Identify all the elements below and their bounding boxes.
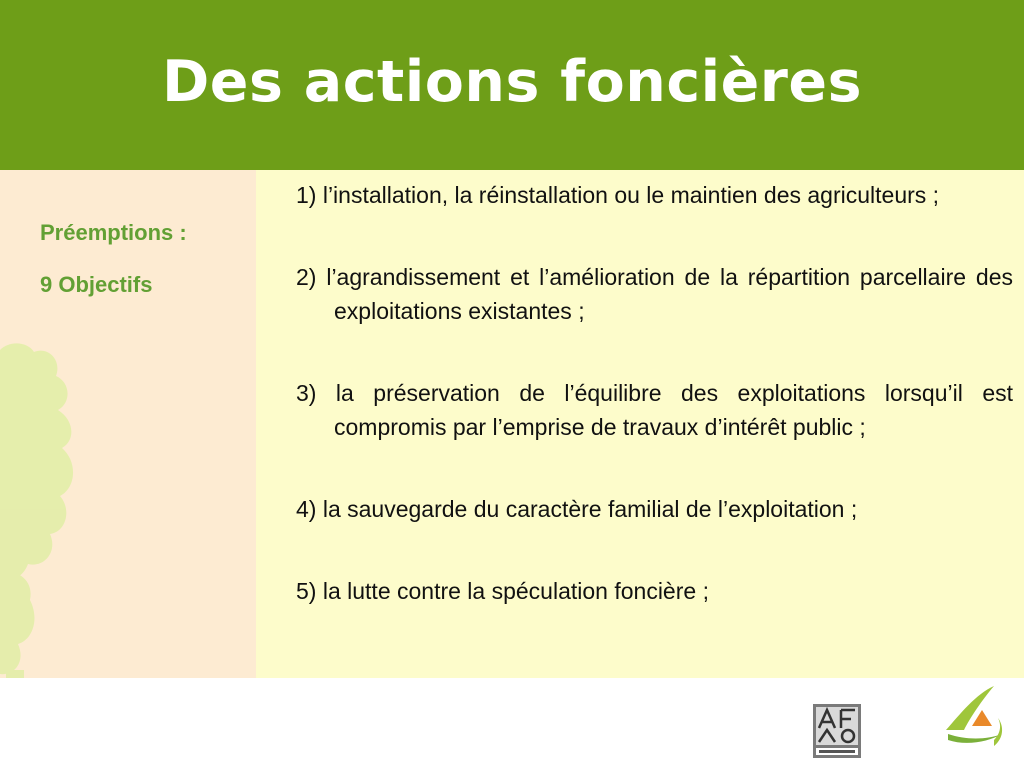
footer [0,678,1024,768]
leaf-triangle-logo-icon [942,684,1006,748]
preemptions-heading: Préemptions : [40,220,187,245]
header-bar [0,0,1024,170]
objective-item: 5) la lutte contre la spéculation foncière ; [296,578,709,604]
objective-item: 4) la sauvegarde du caractère familial de l’exploitation ; [296,496,858,522]
slide-title: Des actions foncières [161,49,862,115]
objectives-count: 9 Objectifs [40,272,153,297]
objective-item: 2) l’agrandissement et l’amélioration de la répartition parcellaire des exploitations existantes ; [296,264,1013,324]
objectives-list [296,178,1013,608]
afaq-iso-logo-icon [813,704,861,758]
objective-item: 3) la préservation de l’équilibre des exploitations lorsqu’il est compromis par l’emprise de travaux d’intérêt public ; [296,380,1013,440]
objective-item: 1) l’installation, la réinstallation ou le maintien des agriculteurs ; [296,182,940,208]
